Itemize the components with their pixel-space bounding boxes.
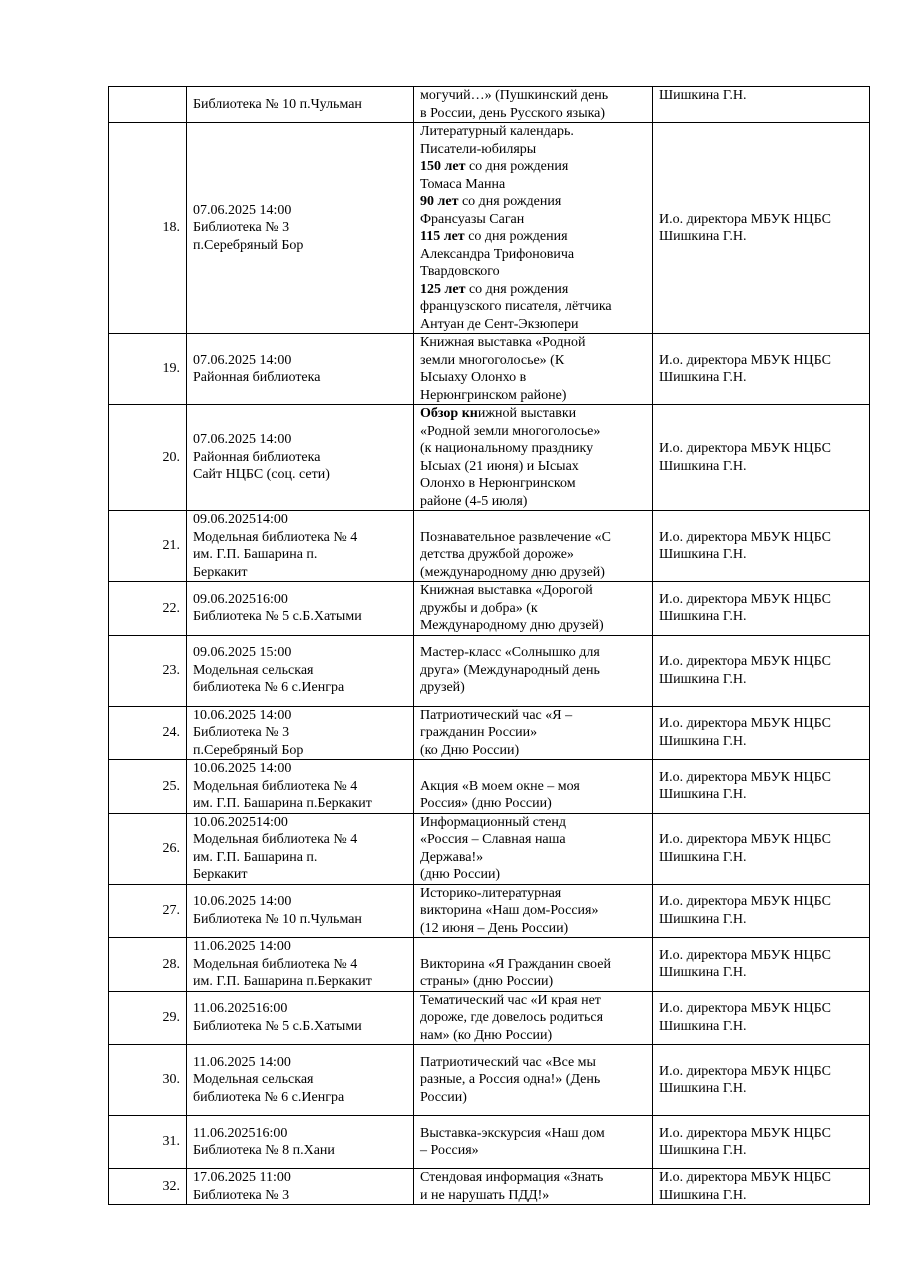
event-line-text: «Родной земли многоголосье» xyxy=(420,423,601,439)
responsible-line: И.о. директора МБУК НЦБС xyxy=(659,769,831,785)
date-place-cell xyxy=(187,405,414,511)
event-line xyxy=(420,440,646,458)
event-line xyxy=(420,263,646,281)
event-cell xyxy=(414,938,653,992)
responsible-line: И.о. директора МБУК НЦБС xyxy=(659,654,831,669)
date-place-cell xyxy=(187,123,414,334)
event-line-text: дружбы и добра» (к xyxy=(420,600,538,616)
date-place-cell xyxy=(187,991,414,1045)
date-place-line: 10.06.2025 14:00 xyxy=(193,761,292,776)
event-cell xyxy=(414,884,653,938)
table-row xyxy=(109,1169,870,1205)
event-line-text: Франсуазы Саган xyxy=(420,211,525,227)
event-line xyxy=(420,973,646,991)
event-cell xyxy=(414,405,653,511)
table-row xyxy=(109,405,870,511)
event-line-text: викторина «Наш дом-Россия» xyxy=(420,903,599,918)
event-line xyxy=(420,992,646,1010)
event-line-text: со дня рождения xyxy=(465,159,569,174)
event-line xyxy=(420,814,646,832)
responsible-line: И.о. директора МБУК НЦБС xyxy=(659,211,831,227)
event-line xyxy=(420,511,646,529)
event-line xyxy=(420,211,646,229)
event-line-text xyxy=(420,512,424,527)
event-line xyxy=(420,1089,646,1107)
event-line xyxy=(420,1071,646,1089)
table-row xyxy=(109,760,870,814)
table-row xyxy=(109,1116,870,1169)
event-line-text: разные, а Россия одна!» (День xyxy=(420,1072,601,1088)
event-cell xyxy=(414,334,653,405)
responsible-line: Шишкина Г.Н. xyxy=(659,370,747,385)
event-line-text: (12 июня – День России) xyxy=(420,920,569,936)
event-line-text: Тематический час «И края нет xyxy=(420,992,601,1008)
event-line-text: Познавательное развлечение «С xyxy=(420,529,612,545)
responsible-line: И.о. директора МБУК НЦБС xyxy=(659,529,831,545)
events-table-body xyxy=(109,87,870,1205)
event-line xyxy=(420,600,646,618)
responsible-cell xyxy=(653,635,870,706)
event-line xyxy=(420,1125,646,1143)
date-place-line: 11.06.2025 14:00 xyxy=(193,939,291,954)
date-place-line: Библиотека № 5 с.Б.Хатыми xyxy=(193,1018,362,1034)
event-line-text: Международному дню друзей) xyxy=(420,618,604,633)
date-place-line: библиотека № 6 с.Иенгра xyxy=(193,680,345,696)
table-row xyxy=(109,991,870,1045)
date-place-line: Беркакит xyxy=(193,867,248,882)
date-place-line: Районная библиотека xyxy=(193,449,321,465)
responsible-line: И.о. директора МБУК НЦБС xyxy=(659,591,831,607)
row-number: 31. xyxy=(109,1116,187,1169)
events-table xyxy=(108,86,870,1205)
date-place-line: Библиотека № 3 xyxy=(193,220,290,236)
event-cell xyxy=(414,813,653,884)
event-line-text: Книжная выставка «Дорогой xyxy=(420,583,593,598)
event-line xyxy=(420,1142,646,1160)
row-number: 20. xyxy=(109,405,187,511)
event-line-text: со дня рождения xyxy=(458,194,562,209)
event-line-bold: Обзор кн xyxy=(420,406,478,421)
row-number: 19. xyxy=(109,334,187,405)
date-place-line: Библиотека № 8 п.Хани xyxy=(193,1143,335,1158)
responsible-line: Шишкина Г.Н. xyxy=(659,229,747,244)
event-line-text: дороже, где довелось родиться xyxy=(420,1010,604,1025)
event-line-text: Патриотический час «Все мы xyxy=(420,1054,596,1070)
responsible-cell xyxy=(653,938,870,992)
responsible-line: И.о. директора МБУК НЦБС xyxy=(659,1170,831,1185)
event-cell xyxy=(414,706,653,760)
event-line-text: Книжная выставка «Родной xyxy=(420,335,586,350)
event-line xyxy=(420,529,646,547)
row-number: 27. xyxy=(109,884,187,938)
responsible-line: Шишкина Г.Н. xyxy=(659,787,747,803)
date-place-line: Библиотека № 10 п.Чульман xyxy=(193,96,362,112)
event-line xyxy=(420,724,646,742)
table-row xyxy=(109,123,870,334)
row-number: 21. xyxy=(109,511,187,582)
event-line-text: – Россия» xyxy=(420,1143,479,1158)
date-place-cell xyxy=(187,635,414,706)
date-place-line: 10.06.2025 14:00 xyxy=(193,894,292,910)
event-line xyxy=(420,760,646,778)
event-line xyxy=(420,546,646,564)
event-line-text: Акция «В моем окне – моя xyxy=(420,778,580,794)
date-place-line: Модельная библиотека № 4 xyxy=(193,832,358,847)
event-line-text: со дня рождения xyxy=(465,281,569,297)
event-line xyxy=(420,352,646,370)
event-line xyxy=(420,1187,646,1205)
event-line xyxy=(420,105,646,123)
responsible-line: Шишкина Г.Н. xyxy=(659,733,747,749)
event-line-text: Выставка-экскурсия «Наш дом xyxy=(420,1125,605,1141)
date-place-line: 10.06.202514:00 xyxy=(193,814,288,830)
date-place-line: 07.06.2025 14:00 xyxy=(193,352,292,368)
event-line-bold: 150 лет xyxy=(420,159,466,174)
event-line-text: Викторина «Я Гражданин своей xyxy=(420,956,611,972)
date-place-line: Модельная библиотека № 4 xyxy=(193,956,358,972)
event-line xyxy=(420,475,646,493)
date-place-line: 09.06.2025 15:00 xyxy=(193,645,292,661)
event-line xyxy=(420,141,646,159)
date-place-line: 07.06.2025 14:00 xyxy=(193,432,292,448)
event-line xyxy=(420,866,646,884)
event-line-text xyxy=(420,761,424,776)
table-row xyxy=(109,582,870,636)
responsible-line: Шишкина Г.Н. xyxy=(659,671,747,687)
date-place-line: 11.06.2025 14:00 xyxy=(193,1054,291,1070)
date-place-cell xyxy=(187,706,414,760)
responsible-cell xyxy=(653,706,870,760)
responsible-cell xyxy=(653,334,870,405)
event-line-text: Антуан де Сент-Экзюпери xyxy=(420,316,579,332)
event-line xyxy=(420,387,646,405)
event-line xyxy=(420,334,646,352)
event-line xyxy=(420,956,646,974)
event-line-text: Литературный календарь. xyxy=(420,124,574,139)
date-place-line: им. Г.П. Башарина п. xyxy=(193,547,318,562)
date-place-line: Сайт НЦБС (соц. сети) xyxy=(193,467,330,483)
responsible-line: Шишкина Г.Н. xyxy=(659,609,747,625)
date-place-line: 10.06.2025 14:00 xyxy=(193,707,292,723)
event-line-text: и не нарушать ПДД!» xyxy=(420,1187,550,1203)
table-row xyxy=(109,1045,870,1116)
date-place-line: Модельная сельская xyxy=(193,662,314,678)
event-line-text: (ко Дню России) xyxy=(420,742,520,758)
table-row xyxy=(109,334,870,405)
row-number: 23. xyxy=(109,635,187,706)
table-row xyxy=(109,87,870,123)
responsible-cell xyxy=(653,405,870,511)
event-line-text: «Россия – Славная наша xyxy=(420,832,566,847)
event-line-text: (международному дню друзей) xyxy=(420,564,605,580)
event-line xyxy=(420,281,646,299)
event-line xyxy=(420,123,646,141)
date-place-line: Модельная библиотека № 4 xyxy=(193,529,358,545)
responsible-cell xyxy=(653,991,870,1045)
date-place-line: им. Г.П. Башарина п.Беркакит xyxy=(193,974,372,989)
event-line xyxy=(420,582,646,600)
responsible-line: И.о. директора МБУК НЦБС xyxy=(659,1125,831,1141)
event-line xyxy=(420,87,646,105)
event-line-bold: 125 лет xyxy=(420,281,466,297)
date-place-cell xyxy=(187,938,414,992)
responsible-line: Шишкина Г.Н. xyxy=(659,965,747,981)
responsible-cell xyxy=(653,1116,870,1169)
event-line-text: (к национальному празднику xyxy=(420,441,594,456)
event-cell xyxy=(414,760,653,814)
date-place-line: Беркакит xyxy=(193,564,248,580)
row-number: 28. xyxy=(109,938,187,992)
date-place-cell xyxy=(187,1169,414,1205)
responsible-line: Шишкина Г.Н. xyxy=(659,849,747,865)
responsible-line: И.о. директора МБУК НЦБС xyxy=(659,716,831,732)
event-line-text: Патриотический час «Я – xyxy=(420,707,573,723)
responsible-line: И.о. директора МБУК НЦБС xyxy=(659,1001,831,1017)
event-line-text: гражданин России» xyxy=(420,725,538,740)
event-line-text: Александра Трифоновича xyxy=(420,246,575,262)
row-number: 32. xyxy=(109,1169,187,1205)
date-place-line: Модельная сельская xyxy=(193,1072,314,1088)
responsible-line: И.о. директора МБУК НЦБС xyxy=(659,832,831,847)
event-line xyxy=(420,662,646,680)
date-place-cell xyxy=(187,511,414,582)
responsible-line: Шишкина Г.Н. xyxy=(659,1143,747,1158)
event-line xyxy=(420,405,646,423)
event-line xyxy=(420,564,646,582)
date-place-cell xyxy=(187,87,414,123)
responsible-line: И.о. директора МБУК НЦБС xyxy=(659,894,831,910)
event-line xyxy=(420,849,646,867)
date-place-line: 07.06.2025 14:00 xyxy=(193,202,292,218)
responsible-cell xyxy=(653,1169,870,1205)
responsible-line: Шишкина Г.Н. xyxy=(659,1081,747,1096)
date-place-line: 17.06.2025 11:00 xyxy=(193,1170,291,1185)
event-cell xyxy=(414,87,653,123)
event-line xyxy=(420,246,646,264)
row-number: 25. xyxy=(109,760,187,814)
event-line-text: друзей) xyxy=(420,680,465,696)
event-line xyxy=(420,742,646,760)
event-line xyxy=(420,1054,646,1072)
row-number: 22. xyxy=(109,582,187,636)
table-row xyxy=(109,511,870,582)
date-place-line: Библиотека № 10 п.Чульман xyxy=(193,911,362,927)
event-line-text: ижной выставки xyxy=(477,406,577,421)
event-line xyxy=(420,1169,646,1187)
responsible-line: Шишкина Г.Н. xyxy=(659,911,747,927)
event-line xyxy=(420,423,646,441)
date-place-line: им. Г.П. Башарина п.Беркакит xyxy=(193,796,372,811)
date-place-line: Библиотека № 3 xyxy=(193,725,290,740)
event-line xyxy=(420,458,646,476)
event-line xyxy=(420,316,646,334)
date-place-cell xyxy=(187,884,414,938)
event-line-text: в России, день Русского языка) xyxy=(420,105,606,121)
responsible-cell xyxy=(653,813,870,884)
date-place-cell xyxy=(187,334,414,405)
event-line xyxy=(420,1027,646,1045)
table-row xyxy=(109,813,870,884)
event-line-text: со дня рождения xyxy=(464,229,568,244)
event-line-text: нам» (ко Дню России) xyxy=(420,1027,553,1043)
event-line-text: Мастер-класс «Солнышко для xyxy=(420,645,600,661)
date-place-line: Библиотека № 3 xyxy=(193,1187,290,1203)
row-number: 18. xyxy=(109,123,187,334)
event-line-text: друга» (Международный день xyxy=(420,662,600,678)
event-line-text: земли многоголосье» (К xyxy=(420,352,565,368)
event-line-bold: 90 лет xyxy=(420,194,459,209)
date-place-line: 11.06.202516:00 xyxy=(193,1001,288,1017)
event-line-text: Нерюнгринском районе) xyxy=(420,387,567,403)
event-line xyxy=(420,493,646,511)
date-place-cell xyxy=(187,813,414,884)
event-line xyxy=(420,228,646,246)
event-line xyxy=(420,298,646,316)
event-line-text: детства дружбой дороже» xyxy=(420,547,574,562)
date-place-cell xyxy=(187,1116,414,1169)
responsible-cell xyxy=(653,582,870,636)
event-line-text: Информационный стенд xyxy=(420,814,566,830)
event-line xyxy=(420,778,646,796)
event-line-text: районе (4-5 июля) xyxy=(420,493,528,509)
responsible-cell xyxy=(653,123,870,334)
responsible-cell xyxy=(653,87,870,123)
event-line xyxy=(420,176,646,194)
date-place-line: Модельная библиотека № 4 xyxy=(193,778,358,794)
event-line xyxy=(420,920,646,938)
event-line xyxy=(420,707,646,725)
table-row xyxy=(109,938,870,992)
event-cell xyxy=(414,511,653,582)
event-line-text: страны» (дню России) xyxy=(420,974,554,989)
responsible-line: Шишкина Г.Н. xyxy=(659,1018,747,1034)
responsible-line: И.о. директора МБУК НЦБС xyxy=(659,947,831,963)
event-line-text: Историко-литературная xyxy=(420,885,562,901)
responsible-line: Шишкина Г.Н. xyxy=(659,1187,747,1203)
date-place-line: п.Серебряный Бор xyxy=(193,742,304,758)
event-line-text: Олонхо в Нерюнгринском xyxy=(420,476,576,491)
responsible-cell xyxy=(653,884,870,938)
event-line-text: Держава!» xyxy=(420,849,484,865)
table-row xyxy=(109,884,870,938)
event-line-text xyxy=(420,939,424,954)
date-place-line: им. Г.П. Башарина п. xyxy=(193,849,318,865)
row-number: 26. xyxy=(109,813,187,884)
row-number: 29. xyxy=(109,991,187,1045)
event-line xyxy=(420,369,646,387)
date-place-line: библиотека № 6 с.Иенгра xyxy=(193,1089,345,1105)
row-number: 24. xyxy=(109,706,187,760)
event-line xyxy=(420,795,646,813)
event-line-text: (дню России) xyxy=(420,867,501,882)
date-place-cell xyxy=(187,760,414,814)
date-place-line: 09.06.202516:00 xyxy=(193,591,288,607)
event-line xyxy=(420,158,646,176)
event-cell xyxy=(414,1116,653,1169)
responsible-line: И.о. директора МБУК НЦБС xyxy=(659,441,831,456)
responsible-cell xyxy=(653,1045,870,1116)
row-number: 30. xyxy=(109,1045,187,1116)
event-cell xyxy=(414,991,653,1045)
event-cell xyxy=(414,1045,653,1116)
date-place-cell xyxy=(187,582,414,636)
event-line xyxy=(420,938,646,956)
event-line-text: Ысыах (21 июня) и Ысыах xyxy=(420,458,579,474)
row-number xyxy=(109,87,187,123)
event-line-bold: 115 лет xyxy=(420,229,465,244)
event-line xyxy=(420,644,646,662)
table-row xyxy=(109,635,870,706)
event-line-text: Стендовая информация «Знать xyxy=(420,1170,604,1185)
event-line-text: Ысыаху Олонхо в xyxy=(420,370,527,385)
event-line xyxy=(420,831,646,849)
event-cell xyxy=(414,1169,653,1205)
event-line xyxy=(420,1009,646,1027)
date-place-line: п.Серебряный Бор xyxy=(193,237,304,253)
event-line xyxy=(420,617,646,635)
date-place-line: 09.06.202514:00 xyxy=(193,512,288,527)
event-line-text: России) xyxy=(420,1089,467,1105)
event-line xyxy=(420,193,646,211)
responsible-line: И.о. директора МБУК НЦБС xyxy=(659,1063,831,1079)
responsible-cell xyxy=(653,511,870,582)
date-place-line: Библиотека № 5 с.Б.Хатыми xyxy=(193,609,362,625)
date-place-cell xyxy=(187,1045,414,1116)
date-place-line: Районная библиотека xyxy=(193,370,321,385)
date-place-line: 11.06.202516:00 xyxy=(193,1125,288,1141)
responsible-line: Шишкина Г.Н. xyxy=(659,547,747,562)
event-cell xyxy=(414,635,653,706)
event-line xyxy=(420,885,646,903)
responsible-cell xyxy=(653,760,870,814)
event-line-text: Томаса Манна xyxy=(420,176,506,192)
responsible-line: И.о. директора МБУК НЦБС xyxy=(659,352,831,368)
responsible-line: Шишкина Г.Н. xyxy=(659,458,747,474)
event-cell xyxy=(414,582,653,636)
event-cell xyxy=(414,123,653,334)
event-line xyxy=(420,902,646,920)
event-line xyxy=(420,679,646,697)
event-line-text: французского писателя, лётчика xyxy=(420,299,612,314)
event-line-text: Россия» (дню России) xyxy=(420,796,552,811)
responsible-line: Шишкина Г.Н. xyxy=(659,88,747,103)
table-row xyxy=(109,706,870,760)
event-line-text: Твардовского xyxy=(420,264,500,279)
event-line-text: Писатели-юбиляры xyxy=(420,141,537,157)
event-line-text: могучий…» (Пушкинский день xyxy=(420,88,609,103)
